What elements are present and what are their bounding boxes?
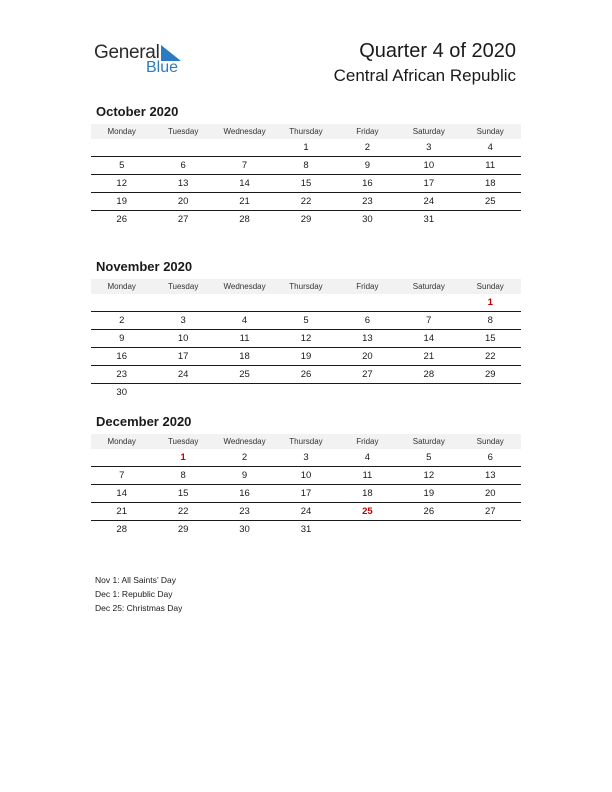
date-cell: 27 xyxy=(484,506,496,517)
date-cell: 28 xyxy=(239,214,250,225)
date-cell: 11 xyxy=(239,333,250,344)
weekday-label: Wednesday xyxy=(223,282,266,291)
date-cell: 28 xyxy=(116,524,127,535)
weekday-label: Sunday xyxy=(476,127,504,136)
weekday-header-row xyxy=(91,434,521,449)
date-cell: 20 xyxy=(177,196,189,207)
weekday-label: Sunday xyxy=(476,437,504,446)
weekday-label: Monday xyxy=(107,282,136,291)
date-cell: 2 xyxy=(364,142,371,153)
date-cell: 9 xyxy=(119,333,125,344)
week-row xyxy=(91,348,521,366)
week-row xyxy=(91,366,521,384)
holiday-note: Dec 25: Christmas Day xyxy=(95,603,183,613)
date-cell: 6 xyxy=(364,315,371,326)
weekday-label: Saturday xyxy=(412,437,445,446)
week-row xyxy=(91,175,521,193)
date-cell: 13 xyxy=(484,470,496,481)
date-cell: 23 xyxy=(116,369,127,380)
date-cell: 20 xyxy=(484,488,496,499)
date-cell: 16 xyxy=(116,351,127,362)
date-cell: 6 xyxy=(180,160,186,171)
date-cell: 23 xyxy=(362,196,373,207)
date-cell: 12 xyxy=(423,470,435,481)
date-cell: 14 xyxy=(239,178,250,189)
date-cell: 30 xyxy=(362,214,373,225)
weekday-label: Friday xyxy=(356,127,379,136)
date-cell: 12 xyxy=(116,178,127,189)
weekday-label: Saturday xyxy=(412,282,445,291)
date-cell: 27 xyxy=(177,214,189,225)
weekday-label: Friday xyxy=(356,437,379,446)
date-cell: 18 xyxy=(362,488,373,499)
weekday-label: Tuesday xyxy=(167,127,199,136)
weekday-header-row xyxy=(91,124,521,139)
date-cell: 8 xyxy=(180,470,186,481)
date-cell: 13 xyxy=(362,333,373,344)
date-cell: 9 xyxy=(241,470,248,481)
holiday-note: Dec 1: Republic Day xyxy=(95,589,173,599)
week-row xyxy=(91,503,521,521)
week-row xyxy=(91,294,521,312)
weekday-label: Tuesday xyxy=(167,437,199,446)
date-cell: 8 xyxy=(303,160,309,171)
date-cell: 31 xyxy=(300,524,312,535)
date-cell: 26 xyxy=(116,214,127,225)
date-cell: 10 xyxy=(177,333,189,344)
date-cell: 17 xyxy=(300,488,312,499)
date-cell: 23 xyxy=(239,506,250,517)
date-cell: 21 xyxy=(116,506,127,517)
date-cell: 26 xyxy=(423,506,435,517)
date-cell: 3 xyxy=(426,142,432,153)
week-row xyxy=(91,312,521,330)
week-row xyxy=(91,521,521,538)
date-cell: 4 xyxy=(241,315,248,326)
date-cell: 9 xyxy=(364,160,371,171)
logo-general-text: General xyxy=(94,42,160,63)
date-cell: 5 xyxy=(119,160,125,171)
date-cell: 30 xyxy=(116,387,127,398)
holiday-note: Nov 1: All Saints’ Day xyxy=(95,575,176,585)
weekday-label: Thursday xyxy=(289,437,323,446)
logo-blue-text: Blue xyxy=(146,59,179,76)
date-cell: 7 xyxy=(426,315,432,326)
date-cell: 15 xyxy=(300,178,312,189)
date-cell: 10 xyxy=(300,470,312,481)
date-cell: 19 xyxy=(423,488,435,499)
date-cell: 27 xyxy=(362,369,373,380)
weekday-label: Sunday xyxy=(476,282,504,291)
weekday-label: Wednesday xyxy=(223,127,266,136)
date-cell: 21 xyxy=(423,351,435,362)
date-cell: 18 xyxy=(484,178,496,189)
date-cell: 26 xyxy=(300,369,312,380)
week-row xyxy=(91,157,521,175)
date-cell: 18 xyxy=(239,351,250,362)
date-cell: 7 xyxy=(119,470,125,481)
week-row xyxy=(91,193,521,211)
week-row xyxy=(91,139,521,157)
date-cell: 2 xyxy=(241,452,248,463)
date-cell: 16 xyxy=(239,488,250,499)
date-cell: 7 xyxy=(241,160,248,171)
week-row xyxy=(91,449,521,467)
date-cell: 5 xyxy=(303,315,309,326)
date-cell: 20 xyxy=(362,351,373,362)
date-cell: 25 xyxy=(239,369,250,380)
weekday-label: Monday xyxy=(107,127,136,136)
holiday-date-cell: 25 xyxy=(362,506,373,517)
weekday-label: Friday xyxy=(356,282,379,291)
month-title: October 2020 xyxy=(96,104,179,119)
date-cell: 25 xyxy=(484,196,496,207)
date-cell: 24 xyxy=(423,196,435,207)
holiday-notes xyxy=(95,573,182,615)
week-row xyxy=(91,485,521,503)
month-title: December 2020 xyxy=(96,414,192,429)
weekday-label: Wednesday xyxy=(223,437,266,446)
date-cell: 16 xyxy=(362,178,373,189)
date-cell: 5 xyxy=(426,452,432,463)
weekday-label: Monday xyxy=(107,437,136,446)
date-cell: 30 xyxy=(239,524,250,535)
date-cell: 13 xyxy=(177,178,189,189)
date-cell: 17 xyxy=(423,178,435,189)
week-row xyxy=(91,467,521,485)
date-cell: 19 xyxy=(300,351,312,362)
date-cell: 3 xyxy=(180,315,186,326)
date-cell: 12 xyxy=(300,333,312,344)
date-cell: 22 xyxy=(177,506,189,517)
date-cell: 1 xyxy=(303,142,309,153)
month-block xyxy=(91,414,521,538)
weekday-label: Tuesday xyxy=(167,282,199,291)
date-cell: 11 xyxy=(362,470,373,481)
date-cell: 24 xyxy=(177,369,189,380)
weekday-label: Saturday xyxy=(412,127,445,136)
date-cell: 29 xyxy=(300,214,312,225)
date-cell: 10 xyxy=(423,160,435,171)
month-title: November 2020 xyxy=(96,259,193,274)
date-cell: 29 xyxy=(177,524,189,535)
date-cell: 19 xyxy=(116,196,127,207)
month-block xyxy=(91,259,521,401)
date-cell: 15 xyxy=(484,333,496,344)
logo xyxy=(94,42,194,82)
date-cell: 4 xyxy=(487,142,493,153)
date-cell: 2 xyxy=(119,315,125,326)
page-subtitle: Central African Republic xyxy=(333,66,516,85)
date-cell: 17 xyxy=(177,351,189,362)
date-cell: 28 xyxy=(423,369,435,380)
date-cell: 8 xyxy=(487,315,493,326)
page-title: Quarter 4 of 2020 xyxy=(359,40,516,62)
holiday-date-cell: 1 xyxy=(487,297,493,308)
date-cell: 15 xyxy=(177,488,189,499)
date-cell: 22 xyxy=(300,196,312,207)
week-row xyxy=(91,330,521,348)
date-cell: 11 xyxy=(485,160,496,171)
date-cell: 14 xyxy=(116,488,127,499)
date-cell: 4 xyxy=(364,452,371,463)
date-cell: 3 xyxy=(303,452,309,463)
date-cell: 21 xyxy=(239,196,250,207)
date-cell: 14 xyxy=(423,333,435,344)
weekday-header-row xyxy=(91,279,521,294)
week-row xyxy=(91,211,521,228)
date-cell: 29 xyxy=(484,369,496,380)
month-block xyxy=(91,104,521,228)
date-cell: 31 xyxy=(423,214,435,225)
holiday-date-cell: 1 xyxy=(180,452,186,463)
week-row xyxy=(91,384,521,401)
date-cell: 24 xyxy=(300,506,312,517)
weekday-label: Thursday xyxy=(289,282,323,291)
date-cell: 22 xyxy=(484,351,496,362)
date-cell: 6 xyxy=(487,452,493,463)
weekday-label: Thursday xyxy=(289,127,323,136)
